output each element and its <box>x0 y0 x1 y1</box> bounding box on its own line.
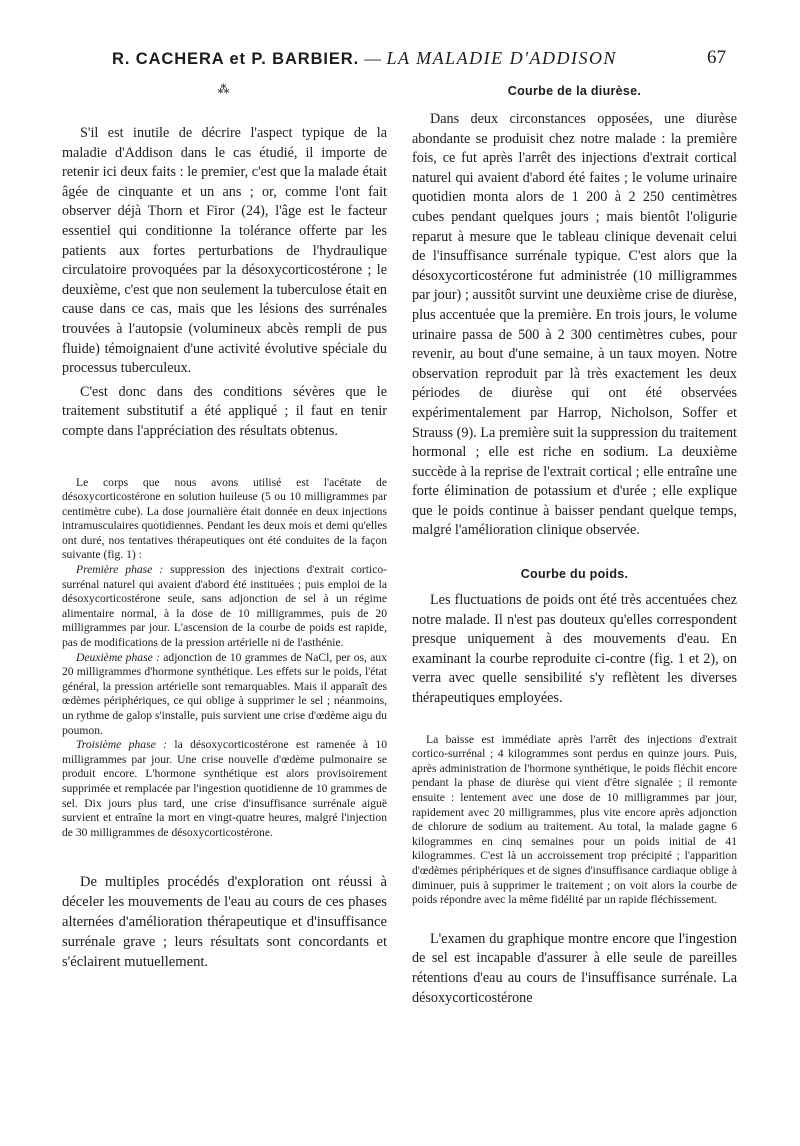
paragraph-severe-conditions: C'est donc dans des conditions sévères que le traitement substitutif a été appliqué ; il faut en tenir compte dans l'appréciation des résultats obtenus. <box>62 383 387 439</box>
paragraph-exploration: De multiples procédés d'exploration ont réussi à déceler les mouvements de l'eau au cours de ces phases alternées d'amélioration thérapeutique et d'insuffisance surrénale grave ; leurs résultats sont concordants et s'éclairent mutuellement. <box>62 874 387 971</box>
phase-1-label: Première phase : <box>76 563 164 577</box>
page-number: 67 <box>707 47 726 68</box>
paragraph-diuresis: Dans deux circonstances opposées, une diurèse abondante se produisit chez notre malade : la première fois, ce fut après l'arrêt des injections d'extrait cortical naturel qui avaient d'abord été faites ; le volume urinaire quotidien monta alors de 1 200 à 2 250 centimètres cubes pendant quelques jours ; mais bientôt l'oligurie reparut à mesure que le tableau clinique devenait celui de l'insuffisance surrénale typique. C'est alors que la désoxycorticostérone fut administrée (10 milligrammes par jour) ; aussitôt survint une deuxième crise de diurèse, plus accentuée que la première. En trois jours, le volume urinaire passa de 500 à 2 300 centimètres cubes, pour revenir, au bout d'une semaine, à un taux moyen. Notre observation reproduit par là très exactement les deux périodes de diurèse qui ont été observées expérimentalement par Harrop, Nicholson, Soffer et Strauss (9). La première suit la suppression du traitement hormonal ; elle est riche en sodium. La deuxième succède à la reprise de l'extrait cortical ; elle entraîne une forte élimination de potassium et d'urée ; elle explique que le poids continue à baisser pendant quelque temps, malgré l'amélioration clinique observée. <box>412 111 737 539</box>
note-phase-1 <box>62 563 387 651</box>
header-authors: R. CACHERA et P. BARBIER. <box>112 50 360 68</box>
phase-3-text: la désoxycorticostérone est ramenée à 10 milligrammes par jour. Une crise nouvelle d'œdème pulmonaire se produit encore. L'hormone synthétique est alors provisoirement supprimée et remplacée par l'ingestion quotidienne de 10 grammes de sel. Dix jours plus tard, une crise d'insuffisance surrénale aiguë survient et entraîne la mort en vingt-quatre heures, malgré l'injection de 30 milligrammes de désoxycorticostérone. <box>62 738 387 839</box>
header-separator: — <box>359 49 387 68</box>
phase-1-text: suppression des injections d'extrait cortico-surrénal naturel qui avaient d'abord été instituées ; puis emploi de la désoxycorticostérone seule, sans adjonction de sel à un régime alimentaire normal, à la dose de 10 milligrammes, puis de 20 milligrammes par jour. L'ascension de la courbe de poids est rapide, pas de modifications de la pression artérielle ni de l'asthénie. <box>62 563 387 650</box>
running-header <box>96 48 736 78</box>
note-phase-2 <box>62 651 387 739</box>
phase-2-label: Deuxième phase : <box>76 650 160 664</box>
right-column <box>412 84 737 1008</box>
section-title-weight: Courbe du poids. <box>520 567 629 582</box>
paragraph-graph-exam: L'examen du graphique montre encore que l'ingestion de sel est incapable d'assurer à elle seule de pareilles rétentions d'eau au cours de l'insuffisance surrénale. La désoxycorticostérone <box>412 930 737 1006</box>
paragraph-weight: Les fluctuations de poids ont été très accentuées chez notre malade. Il n'est pas douteux qu'elles correspondent presque uniquement à des mouvements d'eau. En examinant la courbe reproduite ci-contre (fig. 1 et 2), on verra avec quelle sensibilité s'y reflètent les diverses thérapeutiques employées. <box>412 592 737 707</box>
left-column <box>62 84 387 972</box>
note-intro: Le corps que nous avons utilisé est l'acétate de désoxycorticostérone en solution huileuse (5 ou 10 milligrammes par centimètre cube). La dose journalière était donnée en deux injections intramusculaires quotidiennes. Pendant les deux mois et demi qu'elles ont duré, nos tentatives thérapeutiques ont été conduites de la façon suivante (fig. 1) : <box>62 475 387 562</box>
paragraph-age-tuberculosis: S'il est inutile de décrire l'aspect typique de la maladie d'Addison dans le cas étudié, il importe de retenir ici deux faits : le premier, c'est que la malade était âgée de cinquante et un ans ; or, comme l'ont fait observer déjà Thorn et Firor (24), l'âge est le facteur essentiel qui conditionne la tolérance offerte par les patients aux fortes perturbations de l'hydraulique circulatoire provoquées par la désoxycorticostérone ; le deuxième, c'est que non seulement la tuberculose était en cause dans ce cas, mais que les lésions des surrénales trouvées à l'autopsie (volumineux abcès rempli de pus fluide) témoignaient d'une activité évolutive spéciale du processus tuberculeux. <box>62 125 387 377</box>
treatment-note <box>62 476 387 841</box>
section-title-diuresis: Courbe de la diurèse. <box>507 84 642 98</box>
running-title <box>112 48 617 69</box>
phase-3-label: Troisième phase : <box>76 738 167 752</box>
weight-note: La baisse est immédiate après l'arrêt des injections d'extrait cortico-surrénal ; 4 kilogrammes sont perdus en quinze jours. Puis, après administration de l'hormone synthétique, le poids fléchit encore pendant la phase de diurèse qui vient d'être signalée ; il remonte ensuite : lentement avec une dose de 10 milligrammes par jour, rapidement avec 20 milligrammes, plus vite encore après adjonction de chlorure de sodium au traitement. Au total, la malade gagne 6 kilogrammes en cinq semaines pour un poids initial de 41 kilogrammes. C'est là un accroissement trop précipité ; l'apparition d'œdèmes périphériques et de signes d'insuffisance cardiaque oblige à diminuer, puis à supprimer le traitement ; on voit alors la courbe de poids répondre avec la même fidélité par un rapide fléchissement. <box>412 732 737 907</box>
header-book-title: LA MALADIE D'ADDISON <box>386 48 617 68</box>
note-phase-3 <box>62 738 387 840</box>
phase-2-text: adjonction de 10 grammes de NaCl, per os, aux 20 milligrammes d'hormone synthétique. Les effets sur le poids, l'état général, la pression artérielle sont remarquables. Mais il apparaît des œdèmes périphériques, ce qui oblige à supprimer le sel ; néanmoins, un rythme de galop s'installe, puis survient une crise d'œdème aigu du poumon. <box>62 650 387 737</box>
asterism: ⁂ <box>217 82 232 96</box>
